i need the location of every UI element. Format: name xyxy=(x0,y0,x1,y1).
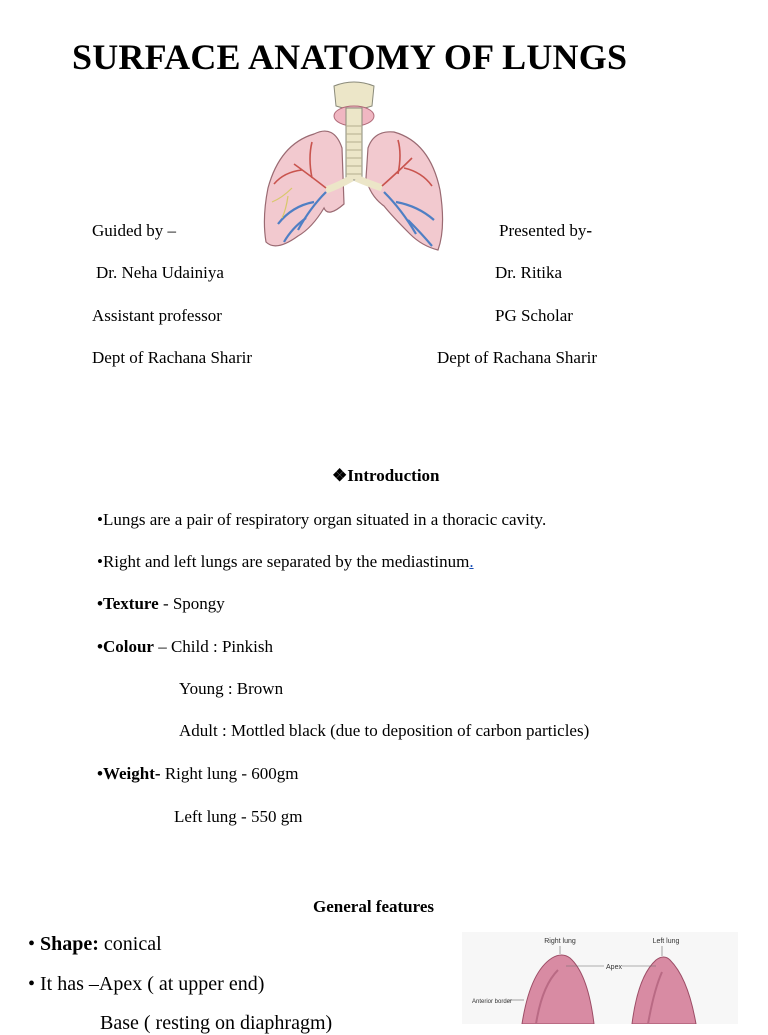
feature-item: • It has –Apex ( at upper end) xyxy=(28,973,265,995)
intro-item: Left lung - 550 gm xyxy=(174,807,303,826)
presenter-dept: Dept of Rachana Sharir xyxy=(437,348,598,367)
right-lung-label: Right lung xyxy=(544,938,576,945)
intro-item: •Texture - Spongy xyxy=(97,594,225,613)
bullet-icon: • xyxy=(97,510,103,529)
presented-by-dash: - xyxy=(586,221,593,240)
guide-name: Dr. Neha Udainiya xyxy=(96,263,224,282)
bullet-icon: • xyxy=(97,764,103,783)
texture-label: Texture xyxy=(102,594,159,613)
intro-item: •Colour – Child : Pinkish xyxy=(97,637,273,656)
page-title: SURFACE ANATOMY OF LUNGS xyxy=(72,37,628,77)
intro-item: •Right and left lungs are separated by the mediastinum. xyxy=(97,552,474,571)
bullet-icon: • xyxy=(97,594,103,613)
lung-apex-figure xyxy=(462,932,738,1024)
guided-by-heading: Guided by – xyxy=(92,221,177,240)
bullet-icon: • xyxy=(97,637,103,656)
feature-item: • Shape: conical xyxy=(28,933,162,955)
intro-item: Adult : Mottled black (due to deposition of carbon particles) xyxy=(179,721,590,740)
presenter-name: Dr. Ritika xyxy=(495,263,563,282)
shape-label: Shape: xyxy=(40,933,99,955)
diamond-bullet-icon: ❖ xyxy=(332,466,348,485)
intro-item: •Lungs are a pair of respiratory organ situated in a thoracic cavity. xyxy=(97,510,547,529)
presented-by-text: Presented by xyxy=(499,221,587,240)
lungs-illustration xyxy=(262,78,446,253)
bullet-icon: • xyxy=(28,933,36,955)
general-features-heading: General features xyxy=(313,897,435,916)
intro-item: •Weight- Right lung - 600gm xyxy=(97,764,299,783)
bullet-icon: • xyxy=(28,973,36,995)
mediastinum-link[interactable]: . xyxy=(469,552,474,571)
presenter-role: PG Scholar xyxy=(495,306,573,325)
colour-label: Colour xyxy=(102,637,154,656)
intro-item: Young : Brown xyxy=(179,679,284,698)
left-lung-label: Left lung xyxy=(652,938,680,945)
feature-item: Base ( resting on diaphragm) xyxy=(100,1012,333,1034)
anterior-border-label: Anterior border xyxy=(472,999,513,1005)
guide-role: Assistant professor xyxy=(92,306,222,325)
introduction-heading-text: Introduction xyxy=(347,466,440,485)
bullet-icon: • xyxy=(97,552,103,571)
weight-label: Weight- xyxy=(102,764,161,783)
presented-by-heading xyxy=(499,221,592,241)
apex-label: Apex xyxy=(606,964,622,971)
guide-dept: Dept of Rachana Sharir xyxy=(92,348,253,367)
introduction-heading xyxy=(332,466,440,486)
